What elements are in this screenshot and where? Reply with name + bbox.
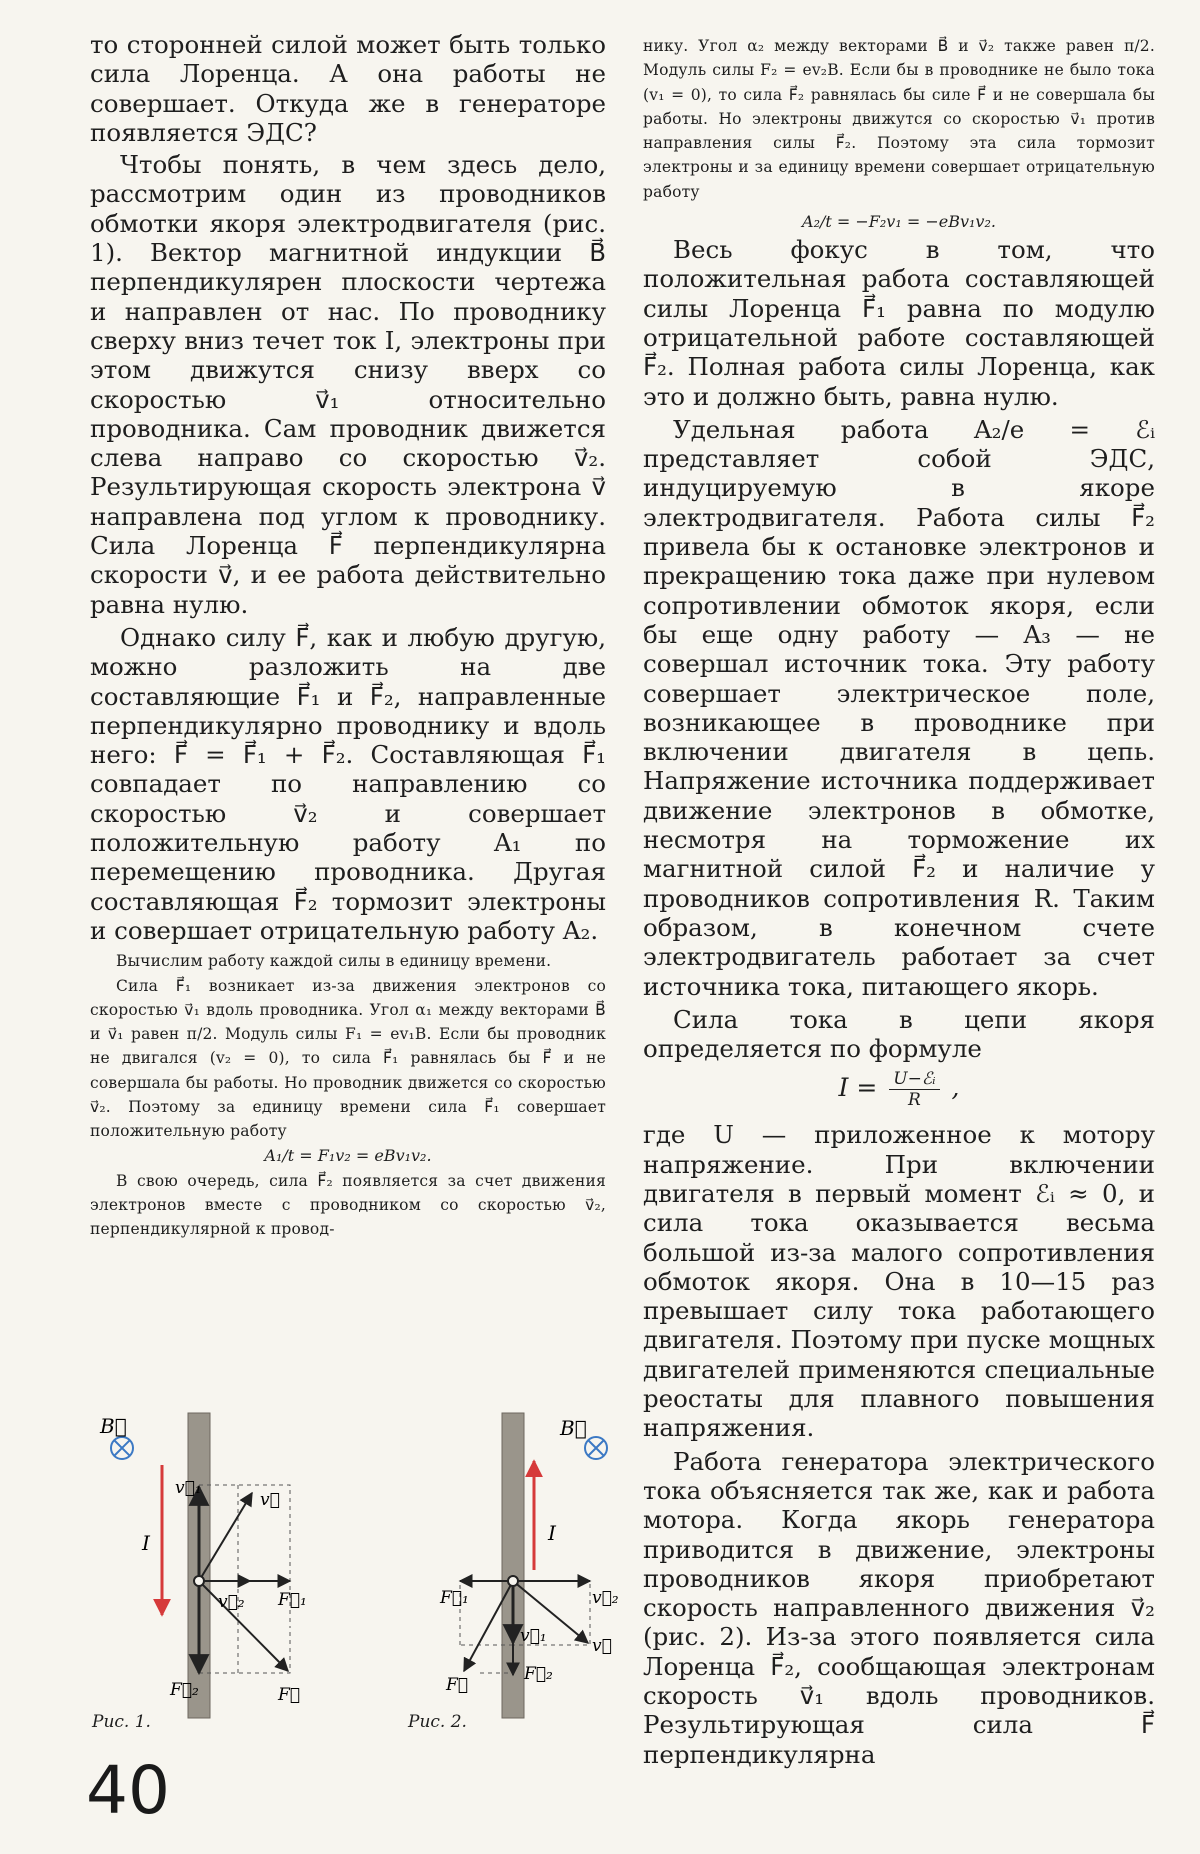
- formula-tail: ,: [951, 1073, 960, 1103]
- small-paragraph: Сила F⃗₁ возникает из-за движения электронов со скоростью v⃗₁ вдоль проводника. Угол α₁ между векторами B⃗ и v⃗₁ равен π/2. Модуль силы F₁ = ev₁B. Если бы проводник не двигался (v₂ = 0), то сила F⃗₁ равнялась бы F⃗ и не совершала бы работы. Но проводник движется со скоростью v⃗₂. Поэтому за единицу времени сила F⃗₁ совершает положительную работу: [90, 976, 606, 1141]
- paragraph: Работа генератора электрического тока объясняется так же, как и работа мотора. Когда якорь генератора приводится в движение, электроны проводников якоря приобретают скорость направленного движения v⃗₂ (рис. 2). Из-за этого появляется сила Лоренца F⃗₂, сообщающая электронам скорость v⃗₁ вдоль проводников. Результирующая сила F⃗ перпендикулярна: [643, 1446, 1155, 1769]
- label-I: I: [548, 1521, 556, 1545]
- formula-a1: A₁/t = F₁v₂ = eBv₁v₂.: [264, 1145, 432, 1165]
- formula-current: [643, 1069, 1155, 1110]
- label-B: B⃗: [560, 1416, 587, 1440]
- b-field-cross: [114, 1440, 130, 1456]
- paragraph: Весь фокус в том, что положительная работа составляющей силы Лоренца F⃗₁ равна по модулю отрицательной работе составляющей F⃗₂. Полная работа силы Лоренца, как это и должно быть, равна нулю.: [643, 235, 1155, 411]
- small-paragraph: нику. Угол α₂ между векторами B⃗ и v⃗₂ также равен π/2. Модуль силы F₂ = ev₂B. Если бы в проводнике не было тока (v₁ = 0), то сила F⃗₂ равнялась бы силе F⃗ и не совершала бы работы. Но электроны движутся со скоростью v⃗₁ против направления силы F⃗₂. Поэтому эта сила тормозит электроны и за единицу времени совершает отрицательную работу: [643, 37, 1155, 201]
- label-v2: v⃗₂: [218, 1592, 245, 1612]
- paragraph: Сила тока в цепи якоря определяется по формуле: [643, 1004, 1155, 1064]
- page-number: 40: [86, 1752, 170, 1829]
- figure-2: [420, 1405, 620, 1725]
- electron: [508, 1576, 518, 1586]
- label-I: I: [142, 1531, 150, 1555]
- formula-lhs: I =: [838, 1073, 878, 1103]
- label-F2: F⃗₂: [170, 1680, 199, 1700]
- b-field-cross: [588, 1440, 604, 1456]
- formula-a2: A₂/t = −F₂v₁ = −eBv₁v₂.: [802, 212, 996, 232]
- small-paragraph: В свою очередь, сила F⃗₂ появляется за счет движения электронов вместе с проводником со скоростью v⃗₂, перпендикулярной к провод-: [90, 1171, 606, 1239]
- figure-2-caption: Рис. 2.: [408, 1712, 467, 1732]
- label-F: F⃗: [446, 1675, 468, 1695]
- figure-1-caption: Рис. 1.: [92, 1712, 151, 1732]
- label-B: B⃗: [100, 1414, 127, 1438]
- label-v1: v⃗₁: [520, 1626, 547, 1646]
- right-column: [643, 34, 1155, 1769]
- label-v: v⃗: [260, 1490, 280, 1510]
- formula-denominator: R: [908, 1090, 921, 1111]
- paragraph: где U — приложенное к мотору напряжение. При включении двигателя в первый момент ℰᵢ ≈ 0, и сила тока оказывается весьма большой из-за малого сопротивления обмоток якоря. Она в 10—15 раз превышает силу тока работающего двигателя. Поэтому при пуске мощных двигателей применяются специальные реостаты для плавного повышения напряжения.: [643, 1120, 1155, 1443]
- label-v: v⃗: [592, 1636, 612, 1656]
- label-v1: v⃗₁: [175, 1478, 202, 1498]
- label-F2: F⃗₂: [524, 1664, 553, 1684]
- formula-fraction: [889, 1069, 939, 1110]
- paragraph: Однако силу F⃗, как и любую другую, можно разложить на две составляющие F⃗₁ и F⃗₂, направленные перпендикулярно проводнику и вдоль него: F⃗ = F⃗₁ + F⃗₂. Составляющая F⃗₁ совпадает по направлению со скоростью v⃗₂ и совершает положительную работу A₁ по перемещению проводника. Другая составляющая F⃗₂ тормозит электроны и совершает отрицательную работу A₂.: [90, 622, 606, 945]
- paragraph: Удельная работа A₂/e = ℰᵢ представляет собой ЭДС, индуцируемую в якоре электродвигателя. Работа силы F⃗₂ привела бы к остановке электронов и прекращению тока даже при нулевом сопротивлении обмоток якоря, если бы еще одну работу — A₃ — не совершал источник тока. Эту работу совершает электрическое поле, возникающее в проводнике при включении двигателя в цепь. Напряжение источника поддерживает движение электронов в обмотке, несмотря на торможение их магнитной силой F⃗₂ и наличие у проводников сопротивления R. Таким образом, в конечном счете электродвигатель работает за счет источника тока, питающего якорь.: [643, 414, 1155, 1001]
- label-F1: F⃗₁: [278, 1590, 307, 1610]
- paragraph: то сторонней силой может быть только сила Лоренца. А она работы не совершает. Откуда же в генераторе появляется ЭДС?: [90, 30, 606, 147]
- label-F: F⃗: [278, 1685, 300, 1705]
- label-v2: v⃗₂: [592, 1588, 619, 1608]
- construction-lines: [199, 1485, 290, 1673]
- small-paragraph: Вычислим работу каждой силы в единицу времени.: [116, 952, 552, 971]
- paragraph: Чтобы понять, в чем здесь дело, рассмотрим один из проводников обмотки якоря электродвигателя (рис. 1). Вектор магнитной индукции B⃗ перпендикулярен плоскости чертежа и направлен от нас. По проводнику сверху вниз течет ток I, электроны при этом движутся снизу вверх со скоростью v⃗₁ относительно проводника. Сам проводник движется слева направо со скоростью v⃗₂. Результирующая скорость электрона v⃗ направлена под углом к проводнику. Сила Лоренца F⃗ перпендикулярна скорости v⃗, и ее работа действительно равна нулю.: [90, 150, 606, 619]
- label-F1: F⃗₁: [440, 1588, 469, 1608]
- figure-1: [80, 1405, 320, 1725]
- formula-numerator: U−ℰᵢ: [889, 1069, 939, 1090]
- electron: [194, 1576, 204, 1586]
- left-column: [90, 30, 606, 1241]
